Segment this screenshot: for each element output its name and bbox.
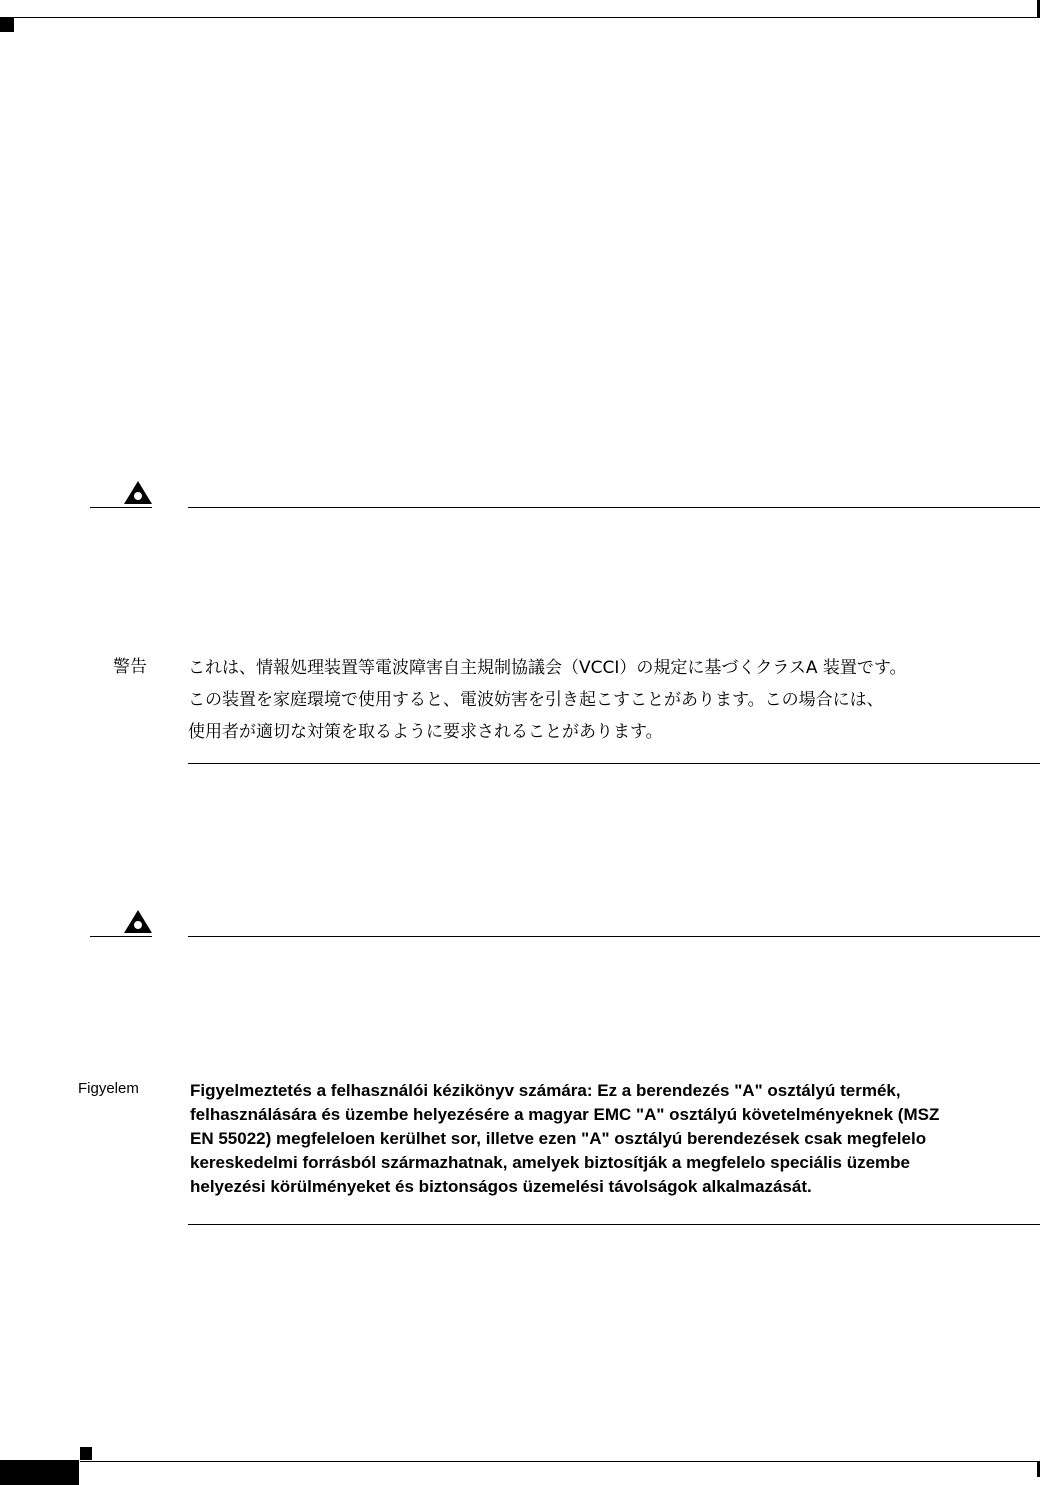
header-rule: [0, 17, 1040, 18]
header-block-marker: [0, 18, 14, 32]
warning-icon-rule: [90, 507, 152, 508]
warning-top-rule: [188, 507, 1040, 508]
warning-text-line: EN 55022) megfeleloen kerülhet sor, illetve ezen "A" osztályú berendezések csak megfelelo: [190, 1129, 927, 1148]
warning-triangle-icon: [123, 480, 153, 506]
warning-text-line: felhasználására és üzembe helyezésére a magyar EMC "A" osztályú követelményeknek (MSZ: [190, 1105, 940, 1124]
warning-text-line: kereskedelmi forrásból származhatnak, amelyek biztosítják a megfelelo speciális üzembe: [190, 1153, 910, 1172]
warning-icon-rule: [90, 936, 152, 937]
warning-text-line: Figyelmeztetés a felhasználói kézikönyv számára: Ez a berendezés "A" osztályú termék,: [190, 1081, 901, 1100]
warning-text-line: helyezési körülményeket és biztonságos üzemelési távolságok alkalmazását.: [190, 1177, 812, 1196]
warning-text-line: この装置を家庭環境で使用すると、電波妨害を引き起こすことがあります。この場合には、: [188, 690, 884, 710]
footer-rule: [80, 1461, 1040, 1462]
footer-block-marker: [80, 1447, 92, 1460]
footer-corner-mark: [1037, 1462, 1040, 1477]
warning-text: [190, 1079, 1040, 1199]
footer-page-tab: [0, 1460, 79, 1485]
warning-text-line: これは、情報処理装置等電波障害自主規制協議会（VCCI）の規定に基づくクラスA 装置です。: [188, 658, 907, 678]
header-corner-mark: [1037, 0, 1040, 17]
warning-bottom-rule: [188, 763, 1040, 764]
warning-top-rule: [188, 936, 1040, 937]
warning-label: Figyelem: [78, 1080, 139, 1097]
warning-bottom-rule: [188, 1224, 1040, 1225]
warning-label: 警告: [113, 657, 147, 677]
warning-text-line: 使用者が適切な対策を取るように要求されることがあります。: [188, 722, 663, 742]
warning-triangle-icon: [123, 909, 153, 935]
warning-text: [188, 652, 1028, 748]
